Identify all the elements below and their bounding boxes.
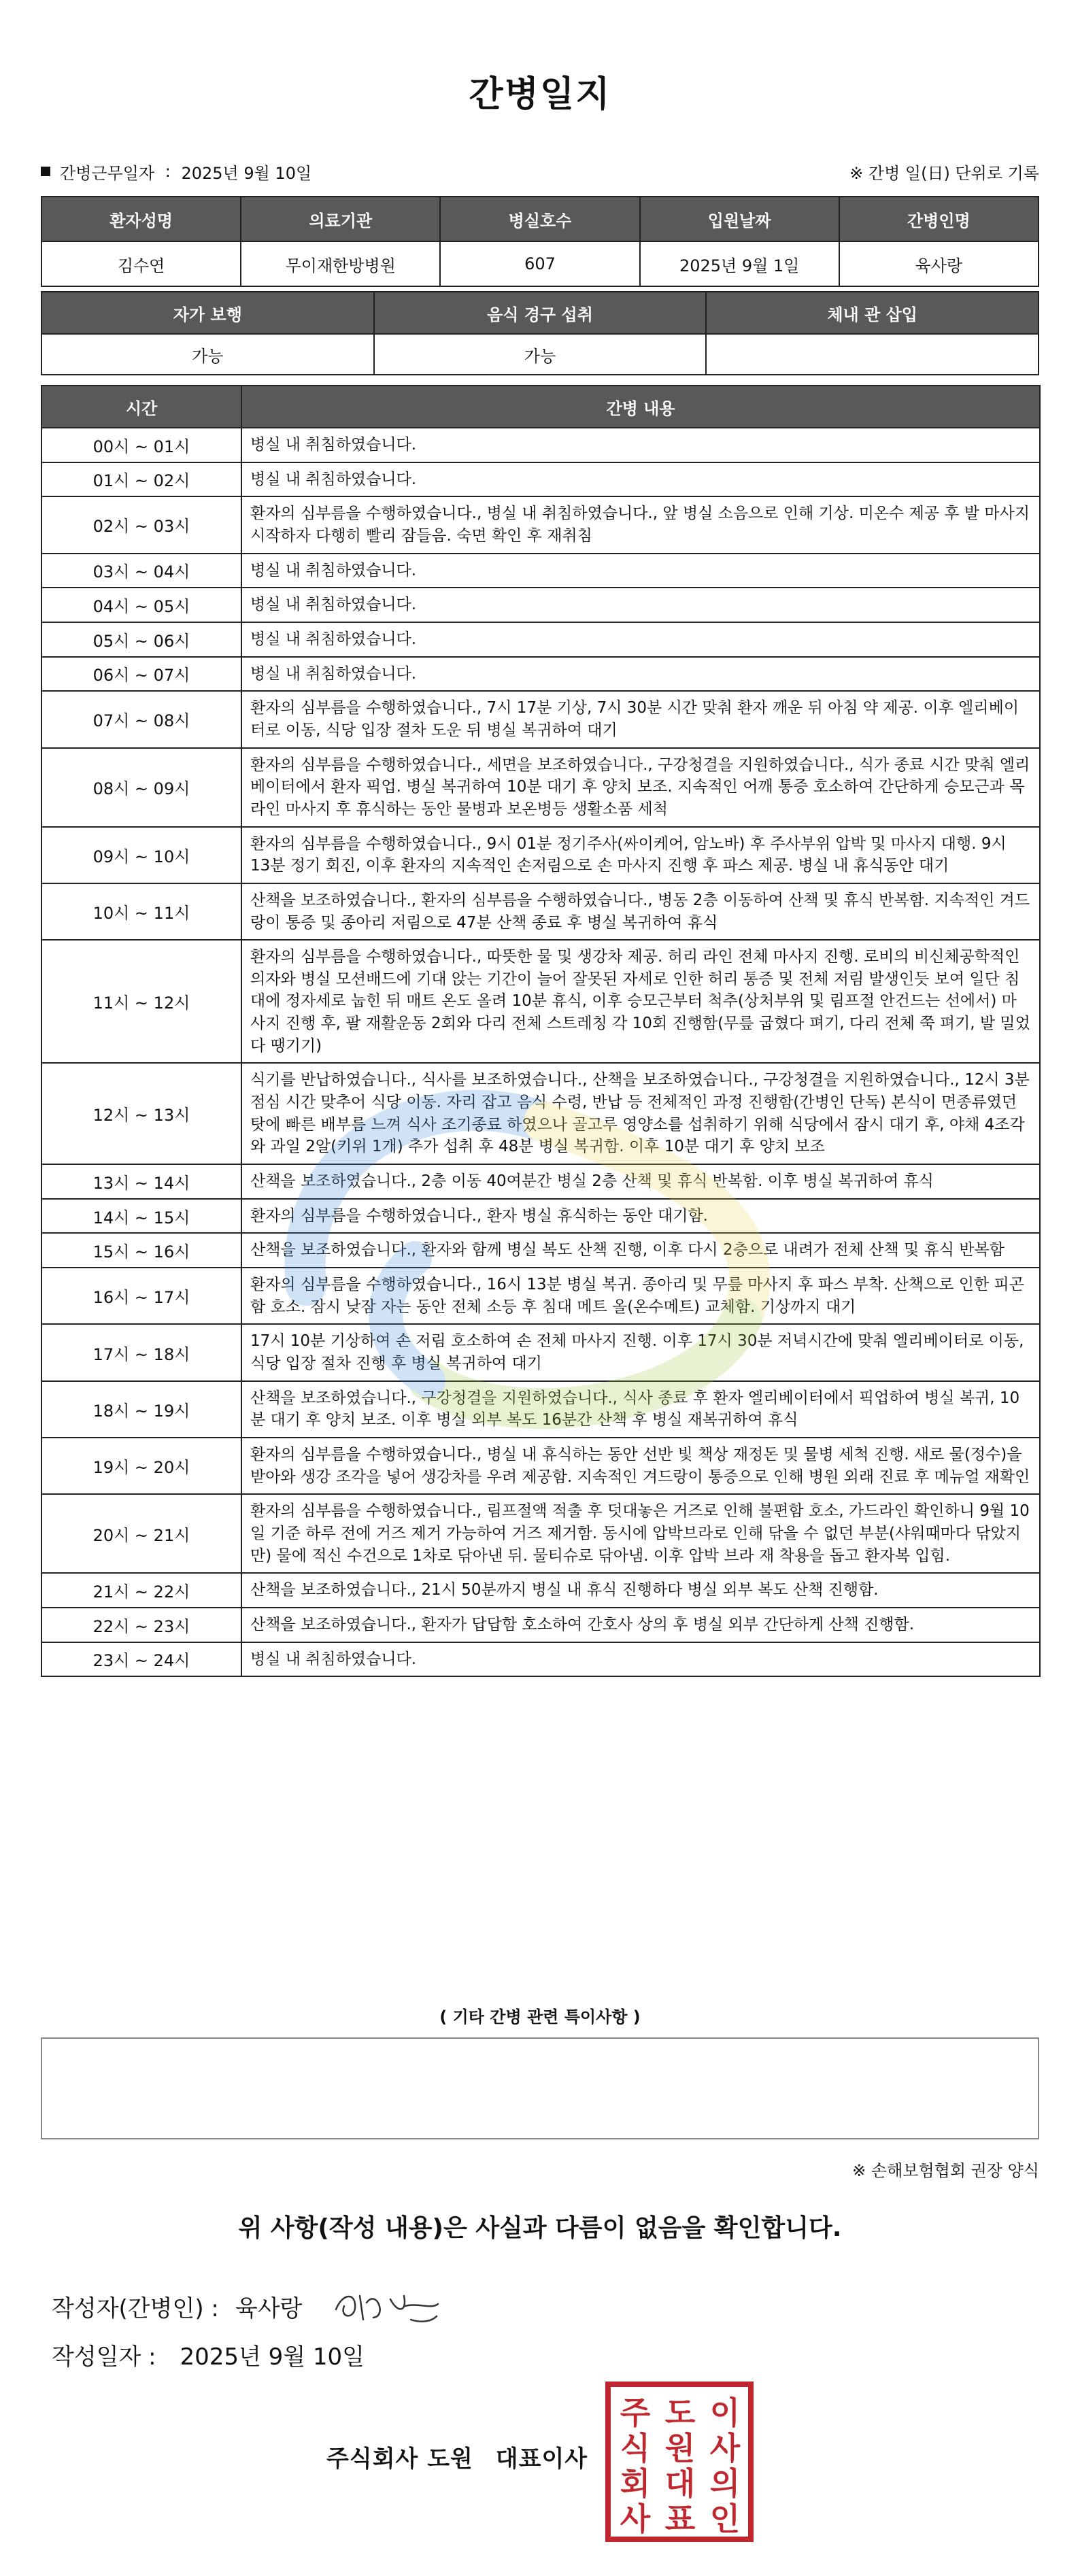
- care-log-row: [41, 1199, 1040, 1234]
- company-name: 주식회사 도원: [326, 2445, 473, 2473]
- care-log-content: 산책을 보조하였습니다., 21시 50분까지 병실 내 휴식 진행하다 병실 외부 복도 산책 진행함.: [241, 1573, 1040, 1608]
- care-log-content: 17시 10분 기상하여 손 저림 호소하여 손 전체 마사지 진행. 이후 17시 30분 저녁시간에 맞춰 엘리베이터로 이동, 식당 입장 절차 진행 후 병실 복귀하여 대기: [241, 1324, 1040, 1380]
- care-log-time: 08시 ~ 09시: [41, 748, 241, 827]
- care-log-content: 환자의 심부름을 수행하였습니다., 림프절액 적출 후 덧대놓은 거즈로 인해 불편함 호소, 가드라인 확인하니 9월 10일 기준 하루 전에 거즈 제거 가능하여 거즈 제거함. 동시에 압박브라로 인해 닦을 수 없던 부분(샤워때마다 닦았지만) 물에 적신 수건으로 1차로 닦아낸 뒤. 물티슈로 닦아냄. 이후 압박 브라 재 착용을 돕고 환자복 입힘.: [241, 1494, 1040, 1573]
- patient-info-value-row: [41, 241, 1039, 286]
- header-admission-date: 입원날짜: [640, 197, 839, 241]
- header-room-number: 병실호수: [440, 197, 639, 241]
- care-log-row: [41, 1573, 1040, 1608]
- seal-character: 의: [709, 2465, 741, 2502]
- care-log-time: 20시 ~ 21시: [41, 1494, 241, 1573]
- care-log-time: 21시 ~ 22시: [41, 1573, 241, 1608]
- care-date: [41, 160, 311, 184]
- care-log-row: [41, 622, 1040, 657]
- care-log-table: [41, 385, 1041, 1677]
- care-log-header-row: [41, 386, 1040, 428]
- meta-row: [41, 158, 1039, 185]
- care-log-content: 환자의 심부름을 수행하였습니다., 7시 17분 기상, 7시 30분 시간 맞춰 환자 깨운 뒤 아침 약 제공. 이후 엘리베이터로 이동, 식당 입장 절차 도운 뒤 병실 복귀하여 대기: [241, 691, 1040, 747]
- caregiver-name: 육사랑: [839, 241, 1039, 286]
- care-log-content: 병실 내 취침하였습니다.: [241, 1642, 1040, 1677]
- care-log-body: [41, 428, 1040, 1676]
- header-care-content: 간병 내용: [241, 386, 1040, 428]
- care-log-content: 병실 내 취침하였습니다.: [241, 462, 1040, 497]
- author-row: [52, 2282, 445, 2330]
- care-log-content: 환자의 심부름을 수행하였습니다., 따뜻한 물 및 생강차 제공. 허리 라인 전체 마사지 진행. 로비의 비신체공학적인 의자와 병실 모션배드에 기대 앉는 기간이 늘어 잘못된 자세로 인한 허리 통증 및 전체 저림 발생인듯 보여 일단 침대에 정자세로 눕힌 뒤 매트 온도 올려 10분 휴식, 이후 승모근부터 척추(상처부위 및 림프절 안건드는 선에서) 마사지 진행 후, 팔 재활운동 2회와 다리 전체 스트레칭 각 10회 진행함(무릎 굽혔다 펴기, 다리 전체 쭉 펴기, 발 밀었다 땡기기): [241, 940, 1040, 1063]
- care-log-time: 23시 ~ 24시: [41, 1642, 241, 1677]
- care-log-row: [41, 1268, 1040, 1324]
- header-oral-intake: 음식 경구 섭취: [374, 292, 707, 334]
- care-log-time: 03시 ~ 04시: [41, 554, 241, 588]
- signature-icon: [329, 2282, 445, 2330]
- care-log-row: [41, 1608, 1040, 1642]
- colon: :: [160, 162, 176, 181]
- recommendation-note: ※ 손해보험협회 권장 양식: [852, 2161, 1039, 2180]
- company-title: 대표이사: [495, 2445, 588, 2473]
- care-log-time: 18시 ~ 19시: [41, 1381, 241, 1438]
- admission-date: 2025년 9월 1일: [640, 241, 839, 286]
- care-log-row: [41, 883, 1040, 940]
- room-number: 607: [440, 241, 639, 286]
- tube-insertion-value: [706, 334, 1039, 375]
- seal-character: 대: [664, 2465, 696, 2502]
- patient-name: 김수연: [41, 241, 241, 286]
- care-log-row: [41, 554, 1040, 588]
- ability-table: [41, 291, 1039, 375]
- care-log-row: [41, 1233, 1040, 1268]
- care-log-row: [41, 691, 1040, 747]
- header-self-walking: 자가 보행: [41, 292, 374, 334]
- patient-info-header-row: [41, 197, 1039, 241]
- care-date-value: 2025년 9월 10일: [181, 163, 312, 183]
- care-log-time: 19시 ~ 20시: [41, 1438, 241, 1494]
- care-log-time: 14시 ~ 15시: [41, 1199, 241, 1234]
- care-log-content: 산책을 보조하였습니다., 2층 이동 40여분간 병실 2층 산책 및 휴식 반복함. 이후 병실 복귀하여 휴식: [241, 1164, 1040, 1199]
- care-log-row: [41, 748, 1040, 827]
- seal-character: 인: [709, 2501, 741, 2537]
- care-log-row: [41, 940, 1040, 1063]
- page-title: 간병일지: [469, 74, 611, 115]
- care-log-time: 04시 ~ 05시: [41, 588, 241, 622]
- care-log-content: 환자의 심부름을 수행하였습니다., 9시 01분 정기주사(싸이케어, 암노바) 후 주사부위 압박 및 마사지 대행. 9시 13분 정기 회진, 이후 환자의 지속적인 손저림으로 손 마사지 진행 후 파스 제공. 병실 내 휴식동안 대기: [241, 827, 1040, 883]
- seal-character: 사: [620, 2501, 651, 2537]
- patient-info-table: [41, 196, 1039, 287]
- care-log-row: [41, 1164, 1040, 1199]
- care-log-time: 00시 ~ 01시: [41, 428, 241, 462]
- care-log-row: [41, 1642, 1040, 1677]
- care-log-content: 환자의 심부름을 수행하였습니다., 16시 13분 병실 복귀. 종아리 및 무릎 마사지 후 파스 부착. 산책으로 인한 피곤함 호소. 잠시 낮잠 자는 동안 전체 소등 후 침대 메트 올(온수메트) 교체함. 기상까지 대기: [241, 1268, 1040, 1324]
- care-log-content: 환자의 심부름을 수행하였습니다., 병실 내 휴식하는 동안 선반 빛 책상 재정돈 및 물병 세척 진행. 새로 물(정수)을 받아와 생강 조각을 넣어 생강차를 우려 제공함. 지속적인 겨드랑이 통증으로 인해 병원 외래 진료 후 메뉴얼 재확인: [241, 1438, 1040, 1494]
- seal-character: 주: [620, 2394, 651, 2431]
- care-log-time: 12시 ~ 13시: [41, 1063, 241, 1164]
- header-hospital: 의료기관: [241, 197, 440, 241]
- seal-character: 이: [709, 2394, 741, 2431]
- care-log-row: [41, 1381, 1040, 1438]
- seal-character: 회: [620, 2465, 651, 2502]
- care-log-row: [41, 827, 1040, 883]
- seal-character: 도: [664, 2394, 696, 2431]
- care-log-time: 06시 ~ 07시: [41, 657, 241, 692]
- care-log-time: 01시 ~ 02시: [41, 462, 241, 497]
- care-log-time: 22시 ~ 23시: [41, 1608, 241, 1642]
- care-log-content: 산책을 보조하였습니다., 환자의 심부름을 수행하였습니다., 병동 2층 이동하여 산책 및 휴식 반복함. 지속적인 겨드랑이 통증 및 종아리 저림으로 47분 산책 종료 후 병실 복귀하여 휴식: [241, 883, 1040, 940]
- author-name: 육사랑: [235, 2294, 303, 2322]
- care-log-content: 병실 내 취침하였습니다.: [241, 588, 1040, 622]
- header-time: 시간: [41, 386, 241, 428]
- care-log-time: 16시 ~ 17시: [41, 1268, 241, 1324]
- care-log-row: [41, 462, 1040, 497]
- care-log-time: 15시 ~ 16시: [41, 1233, 241, 1268]
- special-notes-box: [41, 2037, 1039, 2139]
- care-log-time: 05시 ~ 06시: [41, 622, 241, 657]
- care-log-content: 병실 내 취침하였습니다.: [241, 657, 1040, 692]
- company-signature-line: [326, 2440, 588, 2473]
- care-log-row: [41, 496, 1040, 553]
- care-log-content: 병실 내 취침하였습니다.: [241, 554, 1040, 588]
- company-seal-icon: [604, 2380, 755, 2543]
- care-log-row: [41, 657, 1040, 692]
- care-log-content: 환자의 심부름을 수행하였습니다., 병실 내 취침하였습니다., 앞 병실 소음으로 인해 기상. 미온수 제공 후 발 마사지 시작하자 다행히 빨리 잠들음. 숙면 확인 후 재취침: [241, 496, 1040, 553]
- written-date-value: 2025년 9월 10일: [180, 2343, 365, 2371]
- care-date-label: 간병근무일자: [60, 163, 155, 183]
- care-log-content: 식기를 반납하였습니다., 식사를 보조하였습니다., 산책을 보조하였습니다., 구강청결을 지원하였습니다., 12시 3분 점심 시간 맞추어 식당 이동. 자리 잡고 음식 수령, 반납 등 전체적인 과정 진행함(간병인 단독) 본식이 면종류였던 탓에 빠른 배부름 느껴 식사 조기종료 하였으나 골고루 영양소를 섭취하기 위해 식당에서 잠시 대기 후, 야채 4조각와 과일 2알(키위 1개) 추가 섭취 후 48분 병실 복귀함. 이후 10분 대기 후 양치 보조: [241, 1063, 1040, 1164]
- seal-character: 사: [709, 2430, 741, 2467]
- care-log-content: 병실 내 취침하였습니다.: [241, 622, 1040, 657]
- care-log-content: 산책을 보조하였습니다., 구강청결을 지원하였습니다., 식사 종료 후 환자 엘리베이터에서 픽업하여 병실 복귀, 10분 대기 후 양치 보조. 이후 병실 외부 복도 16분간 산책 후 병실 재복귀하여 휴식: [241, 1381, 1040, 1438]
- care-log-content: 산책을 보조하였습니다., 환자가 답답함 호소하여 간호사 상의 후 병실 외부 간단하게 산책 진행함.: [241, 1608, 1040, 1642]
- care-log-row: [41, 428, 1040, 462]
- care-log-row: [41, 1063, 1040, 1164]
- header-patient-name: 환자성명: [41, 197, 241, 241]
- care-log-row: [41, 588, 1040, 622]
- care-log-time: 17시 ~ 18시: [41, 1324, 241, 1380]
- care-log-time: 09시 ~ 10시: [41, 827, 241, 883]
- author-label: 작성자(간병인) :: [52, 2294, 219, 2322]
- oral-intake-value: 가능: [374, 334, 707, 375]
- special-notes-title: ( 기타 간병 관련 특이사항 ): [439, 2007, 641, 2027]
- seal-character: 원: [664, 2430, 696, 2467]
- care-log-content: 환자의 심부름을 수행하였습니다., 세면을 보조하였습니다., 구강청결을 지원하였습니다., 식가 종료 시간 맞춰 엘리베이터에서 환자 픽업. 병실 복귀하여 10분 대기 후 양치 보조. 지속적인 어깨 통증 호소하여 간단하게 승모근과 목라인 마사지 후 휴식하는 동안 물병과 보온병등 생활소품 세척: [241, 748, 1040, 827]
- header-tube-insertion: 체내 관 삽입: [706, 292, 1039, 334]
- care-log-row: [41, 1438, 1040, 1494]
- care-log-content: 산책을 보조하였습니다., 환자와 함께 병실 복도 산책 진행, 이후 다시 2층으로 내려가 전체 산책 및 휴식 반복함: [241, 1233, 1040, 1268]
- care-log-time: 10시 ~ 11시: [41, 883, 241, 940]
- square-bullet-icon: [41, 167, 50, 176]
- care-log-row: [41, 1494, 1040, 1573]
- ability-value-row: [41, 334, 1039, 375]
- ability-header-row: [41, 292, 1039, 334]
- unit-note: ※ 간병 일(日) 단위로 기록: [849, 163, 1039, 183]
- seal-character: 식: [620, 2430, 651, 2467]
- written-date-label: 작성일자 :: [52, 2343, 156, 2371]
- care-log-time: 13시 ~ 14시: [41, 1164, 241, 1199]
- seal-character: 표: [664, 2501, 696, 2537]
- care-log-content: 환자의 심부름을 수행하였습니다., 환자 병실 휴식하는 동안 대기함.: [241, 1199, 1040, 1234]
- care-log-time: 11시 ~ 12시: [41, 940, 241, 1063]
- confirmation-statement: 위 사항(작성 내용)은 사실과 다름이 없음을 확인합니다.: [238, 2214, 842, 2242]
- written-date-row: [52, 2338, 365, 2371]
- care-log-content: 병실 내 취침하였습니다.: [241, 428, 1040, 462]
- header-caregiver-name: 간병인명: [839, 197, 1039, 241]
- self-walking-value: 가능: [41, 334, 374, 375]
- care-log-time: 02시 ~ 03시: [41, 496, 241, 553]
- care-log-time: 07시 ~ 08시: [41, 691, 241, 747]
- care-log-row: [41, 1324, 1040, 1380]
- hospital-name: 무이재한방병원: [241, 241, 440, 286]
